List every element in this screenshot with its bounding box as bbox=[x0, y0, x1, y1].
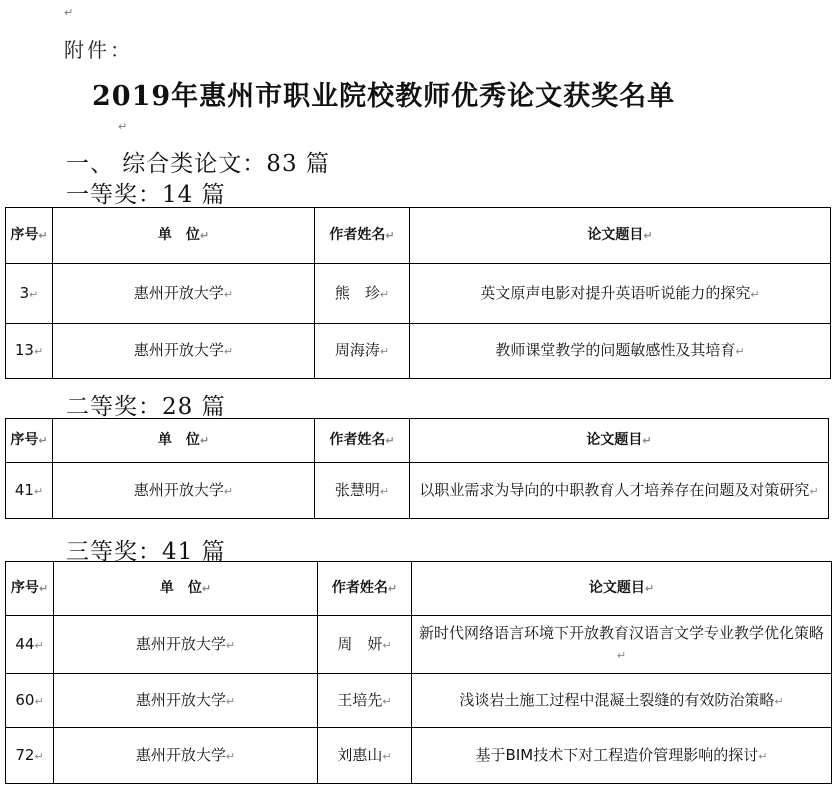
section-heading: 一、 综合类论文：83 篇 bbox=[66, 151, 330, 177]
cell-no: 60↵ bbox=[6, 674, 54, 728]
paragraph-mark: ↵ bbox=[64, 6, 74, 19]
paragraph-mark: ↵ bbox=[201, 582, 212, 595]
document-title: 2019年惠州市职业院校教师优秀论文获奖名单 bbox=[92, 81, 676, 112]
prize-heading-third: 三等奖：41 篇 bbox=[66, 539, 226, 565]
cell-paper: 以职业需求为导向的中职教育人才培养存在问题及对策研究↵ bbox=[410, 463, 829, 519]
paragraph-mark: ↵ bbox=[34, 749, 44, 763]
cell-author: 王培先↵ bbox=[318, 674, 412, 728]
table-row bbox=[6, 463, 829, 519]
third-prize-table bbox=[5, 561, 832, 784]
table-row bbox=[6, 728, 832, 784]
paragraph-mark: ↵ bbox=[750, 287, 760, 301]
paragraph-mark: ↵ bbox=[199, 434, 210, 447]
cell-unit: 惠州开放大学↵ bbox=[54, 674, 318, 728]
paragraph-mark: ↵ bbox=[387, 582, 398, 595]
cell-unit: 惠州开放大学↵ bbox=[53, 324, 315, 379]
first-prize-table bbox=[5, 207, 831, 379]
paragraph-mark: ↵ bbox=[225, 749, 236, 763]
paragraph-mark: ↵ bbox=[379, 345, 390, 358]
paragraph-mark: ↵ bbox=[379, 287, 390, 301]
cell-author: 周 妍↵ bbox=[318, 616, 412, 674]
table-row bbox=[6, 616, 832, 674]
paragraph-mark: ↵ bbox=[34, 694, 44, 708]
paragraph-mark: ↵ bbox=[118, 120, 128, 133]
header-paper: 论文题目↵ bbox=[410, 208, 831, 264]
attachment-label: 附件： bbox=[64, 38, 133, 62]
prize-heading-first: 一等奖：14 篇 bbox=[66, 182, 226, 208]
second-prize-table bbox=[5, 418, 829, 519]
paragraph-mark: ↵ bbox=[223, 484, 234, 498]
table-header-row bbox=[6, 208, 831, 264]
paragraph-mark: ↵ bbox=[38, 229, 48, 242]
header-no: 序号↵ bbox=[6, 208, 53, 264]
paragraph-mark: ↵ bbox=[38, 434, 48, 447]
header-author: 作者姓名↵ bbox=[315, 208, 410, 264]
paragraph-mark: ↵ bbox=[29, 287, 39, 301]
cell-unit: 惠州开放大学↵ bbox=[53, 463, 315, 519]
paragraph-mark: ↵ bbox=[223, 287, 234, 301]
table-row bbox=[6, 264, 831, 324]
header-author: 作者姓名↵ bbox=[315, 419, 410, 463]
cell-author: 熊 珍↵ bbox=[315, 264, 410, 324]
cell-no: 44↵ bbox=[6, 616, 54, 674]
cell-unit: 惠州开放大学↵ bbox=[54, 616, 318, 674]
header-author: 作者姓名↵ bbox=[318, 562, 412, 616]
paragraph-mark: ↵ bbox=[382, 694, 392, 708]
paragraph-mark: ↵ bbox=[643, 229, 653, 242]
paragraph-mark: ↵ bbox=[385, 229, 395, 242]
prize-heading-second: 二等奖：28 篇 bbox=[66, 394, 226, 420]
paragraph-mark: ↵ bbox=[644, 582, 655, 595]
paragraph-mark: ↵ bbox=[616, 649, 627, 662]
cell-paper: 教师课堂教学的问题敏感性及其培育↵ bbox=[410, 324, 831, 379]
header-no: 序号↵ bbox=[6, 419, 53, 463]
header-paper: 论文题目↵ bbox=[410, 419, 829, 463]
paragraph-mark: ↵ bbox=[223, 345, 234, 358]
table-header-row bbox=[6, 419, 829, 463]
paragraph-mark: ↵ bbox=[382, 749, 392, 763]
paragraph-mark: ↵ bbox=[385, 434, 395, 447]
paragraph-mark: ↵ bbox=[379, 484, 390, 498]
paragraph-mark: ↵ bbox=[38, 582, 49, 595]
cell-paper: 新时代网络语言环境下开放教育汉语言文学专业教学优化策略↵ bbox=[412, 616, 832, 674]
paragraph-mark: ↵ bbox=[34, 638, 44, 652]
cell-paper: 基于BIM技术下对工程造价管理影响的探讨↵ bbox=[412, 728, 832, 784]
table-header-row bbox=[6, 562, 832, 616]
paragraph-mark: ↵ bbox=[774, 694, 784, 708]
header-no: 序号↵ bbox=[6, 562, 54, 616]
cell-paper: 英文原声电影对提升英语听说能力的探究↵ bbox=[410, 264, 831, 324]
cell-no: 72↵ bbox=[6, 728, 54, 784]
cell-no: 3↵ bbox=[6, 264, 53, 324]
paragraph-mark: ↵ bbox=[642, 434, 652, 447]
paragraph-mark: ↵ bbox=[758, 749, 768, 763]
table-row bbox=[6, 324, 831, 379]
cell-author: 张慧明↵ bbox=[315, 463, 410, 519]
table-row bbox=[6, 674, 832, 728]
paragraph-mark: ↵ bbox=[809, 484, 819, 498]
cell-author: 刘惠山↵ bbox=[318, 728, 412, 784]
cell-unit: 惠州开放大学↵ bbox=[53, 264, 315, 324]
header-unit: 单 位↵ bbox=[54, 562, 318, 616]
paragraph-mark: ↵ bbox=[225, 694, 236, 708]
cell-author: 周海涛↵ bbox=[315, 324, 410, 379]
header-unit: 单 位↵ bbox=[53, 208, 315, 264]
paragraph-mark: ↵ bbox=[225, 638, 236, 652]
cell-unit: 惠州开放大学↵ bbox=[54, 728, 318, 784]
paragraph-mark: ↵ bbox=[199, 229, 210, 242]
paragraph-mark: ↵ bbox=[33, 484, 44, 498]
cell-no: 13↵ bbox=[6, 324, 53, 379]
cell-paper: 浅谈岩土施工过程中混凝土裂缝的有效防治策略↵ bbox=[412, 674, 832, 728]
paragraph-mark: ↵ bbox=[33, 345, 44, 358]
cell-no: 41↵ bbox=[6, 463, 53, 519]
paragraph-mark: ↵ bbox=[735, 345, 745, 358]
paragraph-mark: ↵ bbox=[382, 638, 392, 652]
header-unit: 单 位↵ bbox=[53, 419, 315, 463]
header-paper: 论文题目↵ bbox=[412, 562, 832, 616]
